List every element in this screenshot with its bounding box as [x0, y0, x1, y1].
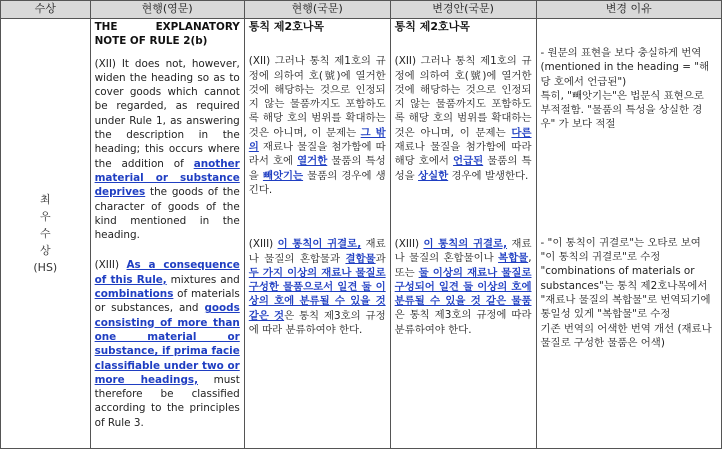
- header-award: 수상: [1, 1, 91, 19]
- header-current-ko: 현행(국문): [244, 1, 390, 19]
- proposed-ko-xii-highlight2: 언급된: [453, 155, 484, 168]
- proposed-ko-xii-text1: (XII) 그러나 통칙 제1호의 규정에 의하여 호(號)에 열거한 것에 해당하는 것으로 인정되지 않는 물품까지도 포함하도록 해당 호의 범위를 확대하는 것은 아니며, 이 문제는: [394, 55, 532, 139]
- current-en-cell: [90, 19, 244, 449]
- proposed-ko-xii-highlight3: 상실한: [418, 169, 449, 182]
- proposed-ko-xii-text4: 경우에 발생한다.: [448, 169, 529, 182]
- current-en-xii-text2: the goods of the character of goods of the kind mentioned in the heading.: [94, 186, 240, 242]
- current-ko-xii-highlight2: 열거한: [297, 155, 328, 168]
- award-line: 우: [39, 210, 51, 223]
- current-ko-cell: [244, 19, 390, 449]
- current-en-xiii: [95, 258, 240, 430]
- reason-xiii-line2: "combinations of materials or substances"는 통칙 제2호나목에서 "재료나 물질의 복합물"로 번역되기에 통일성 있게 "복합물"로 수정: [540, 265, 711, 321]
- current-en-xii-highlight: another material or substance deprives: [94, 157, 240, 199]
- current-en-xiii-text1: mixtures and: [166, 273, 240, 286]
- current-ko-xii-text1: (XII) 그러나 통칙 제1호의 규정에 의하여 호(號)에 열거한 것에 해당하는 것으로 인정되지 않는 물품까지도 포함하도록 해당 호의 범위를 확대하는 것은 아니며, 이 문제는: [248, 55, 386, 139]
- current-en-xiii-text0: (XIII): [94, 259, 127, 272]
- proposed-ko-cell: [390, 19, 536, 449]
- award-line: (HS): [33, 261, 58, 274]
- current-ko-xiii-text2: 과: [375, 252, 386, 265]
- proposed-ko-xii-highlight1: 다른: [511, 126, 532, 139]
- proposed-ko-xiii-text0: (XIII): [394, 237, 424, 250]
- table-row: [1, 19, 722, 449]
- award-cell: [1, 19, 91, 449]
- award-line: 상: [39, 244, 51, 257]
- current-en-xii: [95, 57, 240, 243]
- proposed-ko-xiii-highlight1: 이 통칙의 귀결로,: [423, 237, 508, 250]
- current-ko-xii: [249, 54, 386, 197]
- proposed-ko-title: 통칙 제2호나목: [394, 20, 470, 33]
- proposed-ko-xiii-text1: 재료나 물질의 혼합물이나: [394, 237, 532, 265]
- current-ko-xiii-highlight2: 결합물: [345, 252, 376, 265]
- proposed-ko-xiii-text3: 은 통칙 제3호의 규정에 따라 분류하여야 한다.: [394, 309, 532, 336]
- proposed-ko-xiii-text2: , 또는: [394, 252, 532, 279]
- current-en-xiii-highlight1: As a consequence of this Rule,: [94, 259, 240, 286]
- current-ko-xiii-text3: 은 통칙 제3호의 규정에 따라 분류하여야 한다.: [248, 309, 386, 337]
- current-en-xii-text1: (XII) It does not, however, widen the heading so as to cover goods which cannot be regarded, as required under Rule 1, as answering the description in the heading; this occurs where the addition of: [94, 57, 240, 170]
- reason-xii-line3: 특히, "빼앗기는"은 법문식 표현으로 부적절함. "물품의 특성을 상실한 경우" 가 보다 적절: [540, 89, 704, 131]
- reason-xii-line1: - 원문의 표현을 보다 충실하게 번역: [540, 47, 702, 59]
- current-ko-xii-text4: 물품의 경우에 생긴다.: [248, 169, 386, 196]
- reason-xii-line2: (mentioned in the heading = "해당 호에서 언급된"): [540, 61, 710, 88]
- proposed-ko-xii-text3: 물품의 특성을: [394, 155, 532, 182]
- header-reason: 변경 이유: [536, 1, 722, 19]
- current-ko-xiii: [249, 237, 386, 337]
- header-row: [1, 1, 722, 19]
- proposed-ko-xiii-highlight3: 둘 이상의 재료나 물질로 구성되어 일견 둘 이상의 호에 분류될 수 있을 것 같은 물품: [394, 266, 532, 308]
- reason-xiii-line3: 기존 번역의 어색한 번역 개선 (재료나 물질로 구성한 물품은 어색): [540, 322, 712, 349]
- current-en-xiii-highlight2: combinations: [94, 288, 174, 301]
- reason-xiii-line1: - "이 통칙이 귀결로"는 오타로 보여 "이 통칙의 귀결로"로 수정: [540, 236, 701, 264]
- current-ko-xii-text2: 재료나 물질을 첨가함에 따라서 호에: [248, 141, 386, 168]
- reason-xii: [541, 46, 718, 132]
- current-ko-title: 통칙 제2호나목: [248, 20, 325, 33]
- current-en-title: THE EXPLANATORY NOTE OF RULE 2(b): [94, 21, 240, 48]
- header-current-en: 현행(영문): [90, 1, 244, 19]
- current-en-xiii-text2: of materials or substances, and: [94, 288, 240, 315]
- current-ko-xiii-text1: 재료나 물질의 혼합물과: [248, 238, 386, 265]
- header-proposed-ko: 변경안(국문): [390, 1, 536, 19]
- proposed-ko-xiii-highlight2: 복합물: [498, 252, 529, 265]
- current-ko-xiii-highlight1: 이 통칙이 귀결로,: [277, 238, 362, 251]
- current-ko-xiii-highlight3: 두 가지 이상의 재료나 물질로 구성한 물품으로서 일견 둘 이상의 호에 분류될 수 있을 것 같은 것: [248, 266, 386, 322]
- current-en-xiii-text3: must therefore be classified according to the principles of Rule 3.: [94, 373, 240, 429]
- reason-xiii: [541, 236, 718, 350]
- award-line: 수: [39, 227, 51, 240]
- proposed-ko-xii: [395, 54, 532, 183]
- current-ko-xiii-text0: (XIII): [248, 238, 278, 251]
- proposed-ko-xiii: [395, 237, 532, 337]
- current-ko-xii-highlight3: 빼앗기는: [262, 169, 304, 182]
- award-line: 최: [39, 193, 51, 206]
- current-en-xiii-highlight3: goods consisting of more than one material or substance, if prima facie classifiable under two or more headings,: [94, 302, 240, 386]
- current-ko-xii-text3: 물품의 특성을: [248, 155, 386, 182]
- current-ko-xii-highlight1: 그 밖의: [248, 126, 386, 154]
- proposed-ko-xii-text2: 재료나 물질을 첨가함에 따라 해당 호에서: [394, 141, 532, 168]
- reason-cell: [536, 19, 722, 449]
